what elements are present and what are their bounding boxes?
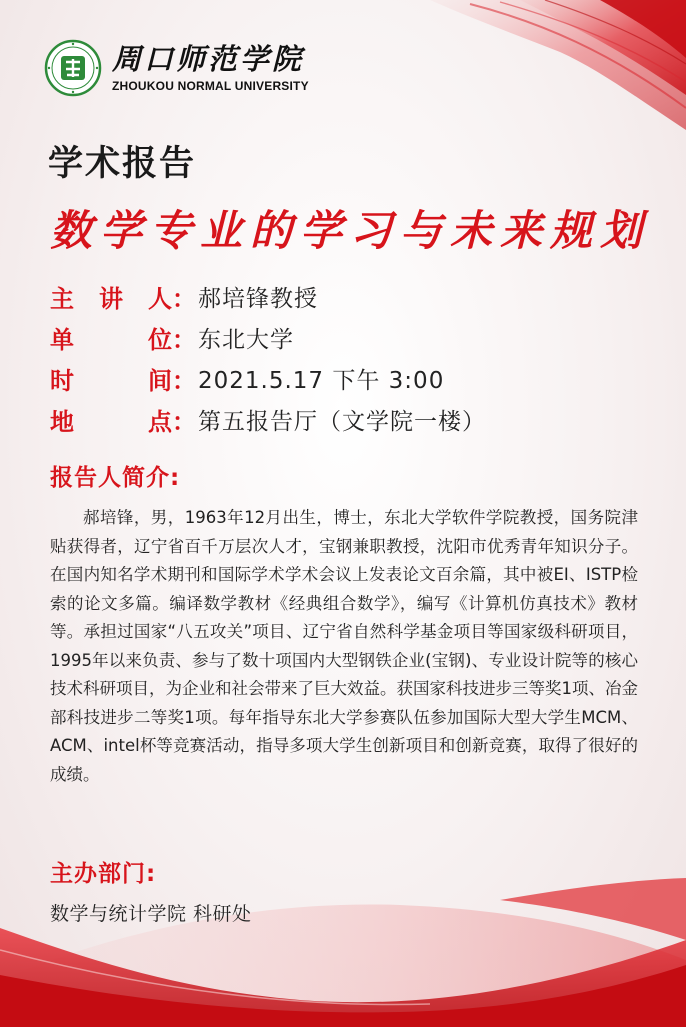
info-label-speaker <box>50 279 172 314</box>
info-value-time: 2021.5.17 下午 3:00 <box>198 367 445 394</box>
university-name-cn: 周口师范学院 <box>112 42 305 76</box>
university-name <box>112 43 309 93</box>
info-label-char: 主 <box>50 284 74 313</box>
info-colon: ： <box>172 407 196 436</box>
header <box>44 38 309 98</box>
info-row-speaker <box>50 276 650 316</box>
info-value-speaker: 郝培锋教授 <box>198 285 318 312</box>
speaker-bio: 郝培锋，男，1963年12月出生，博士，东北大学软件学院教授，国务院津贴获得者，辽宁省百千万层次人才，宝钢兼职教授，沈阳市优秀青年知识分子。在国内知名学术期刊和国际学术学术会议上发表论文百余篇，其中被EI、ISTP检索的论文多篇。编译数学教材《经典组合数学》，编写《计算机仿真技术》教材等。承担过国家“八五攻关”项目、辽宁省自然科学基金项目等国家级科研项目，1995年以来负责、参与了数十项国内大型钢铁企业(宝钢)、专业设计院等的核心技术科研项目，为企业和社会带来了巨大效益。获国家科技进步三等奖1项、冶金部科技进步二等奖1项。每年指导东北大学参赛队伍参加国际大型大学生MCM、ACM、intel杯等竞赛活动，指导多项大学生创新项目和创新竞赛，取得了很好的成绩。 <box>50 508 638 784</box>
info-value-unit: 东北大学 <box>198 326 294 353</box>
university-seal-icon <box>44 39 102 97</box>
organizer-value: 数学与统计学院 科研处 <box>50 903 252 925</box>
info-label-char: 人 <box>148 284 172 313</box>
info-label-char: 时 <box>50 366 74 395</box>
info-row-time <box>50 358 650 398</box>
info-row-location <box>50 399 650 439</box>
info-label-char: 位 <box>148 325 172 354</box>
report-type: 学术报告 <box>48 143 197 184</box>
info-colon: ： <box>172 325 196 354</box>
top-brush-strokes <box>430 0 686 130</box>
info-label-char: 点 <box>148 407 172 436</box>
info-label-char: 间 <box>148 366 172 395</box>
bio-heading: 报告人简介: <box>50 465 181 491</box>
info-label-char: 单 <box>50 325 74 354</box>
info-colon: ： <box>172 366 196 395</box>
info-row-unit <box>50 317 650 357</box>
info-list <box>50 276 650 440</box>
report-title: 数学专业的学习与未来规划 <box>50 206 651 255</box>
info-colon: ： <box>172 284 196 313</box>
organizer-heading: 主办部门: <box>50 861 157 887</box>
info-label-char: 讲 <box>99 284 123 313</box>
university-name-en: ZHOUKOU NORMAL UNIVERSITY <box>112 79 309 93</box>
info-value-location: 第五报告厅（文学院一楼） <box>198 408 486 435</box>
info-label-location <box>50 402 172 437</box>
info-label-char: 地 <box>50 407 74 436</box>
info-label-time <box>50 361 172 396</box>
info-label-unit <box>50 320 172 355</box>
